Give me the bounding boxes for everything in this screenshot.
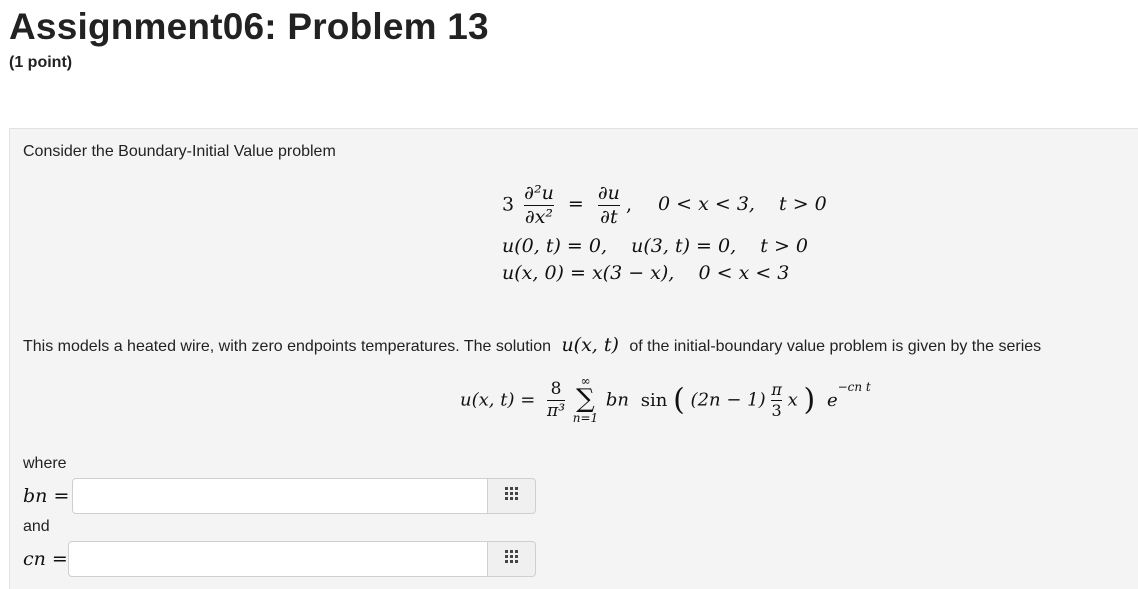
sum-lower: n=1 <box>572 411 599 425</box>
pde-rhs-denominator: ∂t <box>600 205 618 228</box>
series-exp-base: e <box>826 389 838 411</box>
series-three: 3 <box>771 400 782 420</box>
initial-condition: u(x, 0) = x(3 − x), 0 < x < 3 <box>502 262 790 284</box>
bn-equation-palette-button[interactable] <box>488 478 536 514</box>
series-bn: bn <box>605 389 630 411</box>
series-lhs: u(x, t) = <box>460 389 536 411</box>
pde-equation <box>502 183 827 228</box>
bn-answer-input[interactable] <box>72 478 488 514</box>
model-sentence <box>23 334 1041 356</box>
pde-time-domain: t > 0 <box>779 193 827 216</box>
pde-lhs-denominator: ∂x² <box>524 205 554 228</box>
page-title: Assignment06: Problem 13 <box>9 6 489 47</box>
series-pi: π <box>771 379 782 399</box>
sum-upper: ∞ <box>580 374 591 388</box>
problem-panel <box>9 128 1138 589</box>
series-formula: u(x, t) = $\frac{8}{\text{π³}}$ ∞ ∑ n=1 bn sin ( (2n − 1) $\frac{\pi}{3}$ x ) $e^{-cn t}$ <box>460 374 871 425</box>
series-coef-denominator: π³ <box>547 400 566 421</box>
cn-equation-palette-button[interactable] <box>488 541 536 577</box>
pde-comma: , <box>625 193 632 216</box>
equation-palette-icon <box>504 486 520 507</box>
where-label: where <box>23 455 67 472</box>
model-solution-math: u(x, t) <box>561 334 619 356</box>
intro-text: Consider the Boundary-Initial Value problem <box>23 143 336 160</box>
series-coef-numerator: 8 <box>550 378 562 399</box>
series-arg: (2n − 1) <box>690 389 766 411</box>
model-text-1: This models a heated wire, with zero endpoints temperatures. The solution <box>23 338 551 355</box>
cn-answer-input[interactable] <box>68 541 488 577</box>
pde-equals: = <box>567 193 584 216</box>
summation <box>573 375 598 425</box>
model-text-2: of the initial-boundary value problem is given by the series <box>629 338 1042 355</box>
sum-symbol: ∑ <box>576 384 595 414</box>
series-x: x <box>787 389 798 411</box>
pde-lhs-numerator: ∂²u <box>524 182 554 204</box>
pde-rhs-numerator: ∂u <box>597 182 620 204</box>
points-label: (1 point) <box>9 54 73 71</box>
cn-label: cn = <box>23 548 68 570</box>
series-sin: sin <box>640 389 668 411</box>
equation-palette-icon <box>504 549 520 570</box>
pde-coef: 3 <box>502 193 515 216</box>
series-exponent: −cn t <box>837 380 871 394</box>
boundary-conditions: u(0, t) = 0, u(3, t) = 0, t > 0 <box>502 235 809 257</box>
and-label: and <box>23 518 50 535</box>
pde-space-domain: 0 < x < 3, <box>658 193 755 216</box>
bn-label: bn = <box>23 485 70 507</box>
